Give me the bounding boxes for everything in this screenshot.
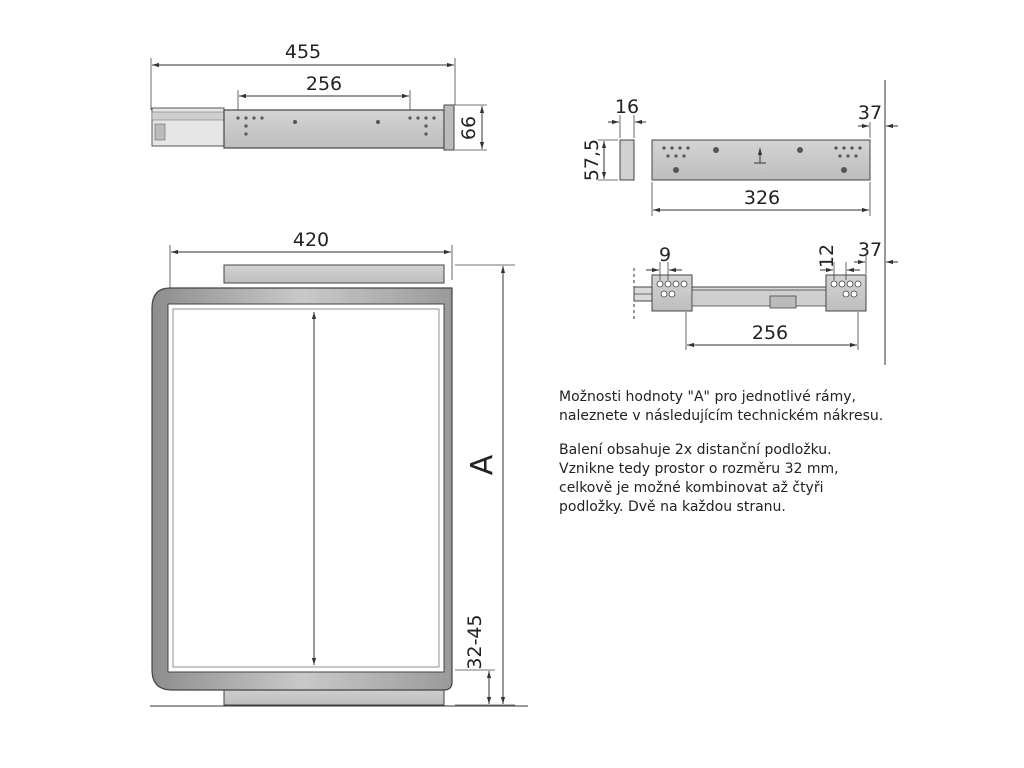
dim-spacer-thickness: 16 (614, 96, 640, 118)
dim-rail-offset-left: 9 (658, 244, 672, 266)
dim-rail-hole-spacing: 256 (751, 322, 789, 344)
front-view (150, 229, 528, 706)
rail-detail-view (634, 239, 898, 350)
dim-rail-offset-right: 12 (816, 243, 838, 269)
dim-bracket-length: 326 (743, 187, 781, 209)
dim-frame-range: 32-45 (464, 614, 486, 670)
dim-top-hole-spacing: 256 (305, 73, 343, 95)
note-paragraph-1: Možnosti hodnoty "A" pro jednotlivé rámy, naleznete v následujícím technickém nákresu. (559, 389, 884, 424)
dim-bracket-offset-top: 37 (857, 102, 883, 124)
note-paragraph-2: Balení obsahuje 2x distanční podložku. Vznikne tedy prostor o rozměru 32 mm, celkově je možné kombinovat až čtyři podložky. Dvě na každou stranu. (559, 442, 839, 515)
dim-frame-width: 420 (292, 229, 330, 251)
dim-top-height: 66 (458, 115, 480, 141)
dim-spacer-height: 57,5 (581, 138, 603, 182)
dim-top-width: 455 (284, 41, 322, 63)
top-view (151, 41, 487, 150)
dim-frame-height: A (465, 454, 500, 476)
notes (559, 388, 889, 532)
spacer-bracket-view (581, 80, 898, 365)
dim-rail-offset-top: 37 (857, 239, 883, 261)
